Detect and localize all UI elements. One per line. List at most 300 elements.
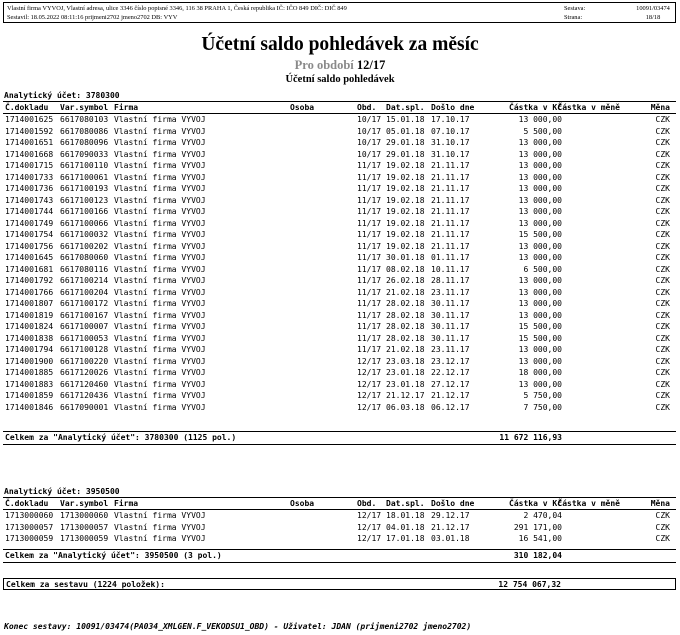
cell-obd: 11/17 — [357, 322, 382, 331]
cell-firma: Vlastní firma VYVOJ — [114, 184, 206, 193]
cell-mena: CZK — [655, 322, 670, 331]
cell-doslo: 22.12.17 — [431, 368, 470, 377]
cell-dat: 30.01.18 — [386, 253, 425, 262]
column-header-osoba: Osoba — [290, 499, 315, 508]
cell-obd: 11/17 — [357, 264, 382, 274]
cell-doslo: 21.11.17 — [431, 241, 470, 251]
column-header-firma: Firma — [114, 499, 139, 508]
cell-doc: 1714001754 — [5, 230, 54, 239]
cell-var: 6617100166 — [60, 207, 109, 216]
report-title: Účetní saldo pohledávek za měsíc — [201, 34, 479, 55]
column-header-dat: Dat.spl. — [386, 499, 425, 508]
table-row — [3, 522, 676, 534]
cell-doslo: 29.12.17 — [431, 511, 470, 520]
table-row — [3, 229, 676, 241]
cell-doslo: 01.11.17 — [431, 253, 470, 262]
cell-doc: 1714001625 — [5, 115, 54, 124]
column-header-doc: Č.dokladu — [5, 103, 49, 112]
period-value: 12/17 — [356, 58, 386, 72]
cell-var: 1713000059 — [60, 534, 109, 543]
grand-total-row — [3, 578, 676, 590]
cell-var: 6617120026 — [60, 368, 109, 377]
column-header-firma: Firma — [114, 103, 139, 112]
cell-obd: 11/17 — [357, 333, 382, 343]
cell-var: 6617080116 — [60, 264, 109, 274]
cell-doslo: 30.11.17 — [431, 333, 470, 343]
column-header-dat: Dat.spl. — [386, 103, 425, 112]
cell-mena: CZK — [655, 391, 670, 400]
cell-doc: 1714001883 — [5, 379, 54, 389]
cell-firma: Vlastní firma VYVOJ — [114, 276, 206, 285]
cell-doc: 1713000057 — [5, 522, 54, 532]
column-header-obd: Obd. — [357, 103, 377, 112]
cell-amt: 13 000,00 — [518, 218, 562, 228]
column-header-doslo: Došlo dne — [431, 103, 475, 112]
cell-firma: Vlastní firma VYVOJ — [114, 333, 206, 343]
cell-doc: 1714001651 — [5, 138, 54, 147]
cell-var: 6617100007 — [60, 322, 109, 331]
cell-doc: 1714001807 — [5, 299, 54, 308]
table-row — [3, 310, 676, 322]
table-row — [3, 172, 676, 184]
cell-obd: 12/17 — [357, 402, 382, 412]
cell-var: 6617100066 — [60, 218, 109, 228]
cell-obd: 11/17 — [357, 218, 382, 228]
cell-dat: 15.01.18 — [386, 115, 425, 124]
cell-dat: 18.01.18 — [386, 511, 425, 520]
cell-obd: 11/17 — [357, 276, 382, 285]
cell-mena: CZK — [655, 138, 670, 147]
cell-var: 6617100053 — [60, 333, 109, 343]
cell-dat: 21.02.18 — [386, 345, 425, 354]
cell-firma: Vlastní firma VYVOJ — [114, 345, 206, 354]
cell-mena: CZK — [655, 345, 670, 354]
table-row — [3, 114, 676, 126]
table-row — [3, 533, 676, 545]
report-header-box — [3, 2, 676, 23]
cell-mena: CZK — [655, 310, 670, 320]
cell-firma: Vlastní firma VYVOJ — [114, 253, 206, 262]
cell-mena: CZK — [655, 402, 670, 412]
ledger-table — [3, 101, 676, 413]
cell-amt: 7 750,00 — [523, 402, 562, 412]
cell-firma: Vlastní firma VYVOJ — [114, 115, 206, 124]
cell-mena: CZK — [655, 149, 670, 159]
column-header-amtm: Částka v měně — [557, 103, 620, 112]
cell-obd: 11/17 — [357, 172, 382, 182]
cell-doc: 1714001824 — [5, 322, 54, 331]
table-row — [3, 287, 676, 299]
cell-doslo: 23.11.17 — [431, 345, 470, 354]
cell-dat: 19.02.18 — [386, 172, 425, 182]
cell-var: 6617090033 — [60, 149, 109, 159]
cell-doc: 1713000059 — [5, 534, 54, 543]
cell-doc: 1714001846 — [5, 402, 54, 412]
column-header-doc: Č.dokladu — [5, 499, 49, 508]
cell-mena: CZK — [655, 184, 670, 193]
cell-doc: 1714001838 — [5, 333, 54, 343]
cell-doc: 1714001592 — [5, 126, 54, 136]
cell-amt: 5 750,00 — [523, 391, 562, 400]
cell-doc: 1714001766 — [5, 287, 54, 297]
cell-amt: 291 171,00 — [513, 522, 562, 532]
cell-doslo: 30.11.17 — [431, 310, 470, 320]
cell-doc: 1714001859 — [5, 391, 54, 400]
cell-doc: 1714001885 — [5, 368, 54, 377]
cell-amt: 13 000,00 — [518, 207, 562, 216]
cell-doc: 1714001668 — [5, 149, 54, 159]
cell-obd: 10/17 — [357, 138, 382, 147]
cell-obd: 12/17 — [357, 522, 382, 532]
cell-amt: 13 000,00 — [518, 356, 562, 366]
cell-doslo: 21.11.17 — [431, 161, 470, 170]
table-row — [3, 356, 676, 368]
cell-obd: 11/17 — [357, 253, 382, 262]
cell-firma: Vlastní firma VYVOJ — [114, 299, 206, 308]
cell-doc: 1714001749 — [5, 218, 54, 228]
cell-mena: CZK — [655, 253, 670, 262]
cell-firma: Vlastní firma VYVOJ — [114, 310, 206, 320]
cell-dat: 19.02.18 — [386, 195, 425, 205]
cell-obd: 12/17 — [357, 379, 382, 389]
cell-mena: CZK — [655, 333, 670, 343]
sestava-label: Sestava: — [564, 5, 586, 12]
cell-obd: 11/17 — [357, 241, 382, 251]
cell-doslo: 21.11.17 — [431, 230, 470, 239]
cell-dat: 23.01.18 — [386, 379, 425, 389]
cell-doslo: 03.01.18 — [431, 534, 470, 543]
cell-dat: 23.03.18 — [386, 356, 425, 366]
cell-firma: Vlastní firma VYVOJ — [114, 511, 206, 520]
report-footer: Konec sestavy: 10091/03474(PA034_XMLGEN.F_VEKODSU1_OBD) - Uživatel: JDAN (prijmeni2702 jmeno2702) — [4, 622, 472, 631]
cell-mena: CZK — [655, 161, 670, 170]
cell-amt: 13 000,00 — [518, 115, 562, 124]
cell-firma: Vlastní firma VYVOJ — [114, 287, 206, 297]
cell-mena: CZK — [655, 299, 670, 308]
cell-amt: 6 500,00 — [523, 264, 562, 274]
cell-dat: 21.02.18 — [386, 287, 425, 297]
cell-firma: Vlastní firma VYVOJ — [114, 379, 206, 389]
cell-amt: 15 500,00 — [518, 230, 562, 239]
cell-dat: 23.01.18 — [386, 368, 425, 377]
grand-total-value: 12 754 067,32 — [498, 580, 561, 589]
cell-obd: 10/17 — [357, 149, 382, 159]
table-row — [3, 241, 676, 253]
cell-amt: 13 000,00 — [518, 299, 562, 308]
cell-firma: Vlastní firma VYVOJ — [114, 241, 206, 251]
cell-doc: 1714001736 — [5, 184, 54, 193]
table-row — [3, 344, 676, 356]
table-row — [3, 195, 676, 207]
cell-amt: 13 000,00 — [518, 149, 562, 159]
cell-amt: 13 000,00 — [518, 379, 562, 389]
cell-doslo: 10.11.17 — [431, 264, 470, 274]
cell-mena: CZK — [655, 218, 670, 228]
cell-var: 6617100172 — [60, 299, 109, 308]
cell-doslo: 21.11.17 — [431, 184, 470, 193]
cell-doslo: 31.10.17 — [431, 149, 470, 159]
table-row — [3, 367, 676, 379]
cell-obd: 12/17 — [357, 368, 382, 377]
cell-obd: 11/17 — [357, 310, 382, 320]
cell-amt: 16 541,00 — [518, 534, 562, 543]
cell-var: 6617100193 — [60, 184, 109, 193]
table-header — [3, 102, 676, 114]
cell-doslo: 21.11.17 — [431, 207, 470, 216]
cell-firma: Vlastní firma VYVOJ — [114, 368, 206, 377]
cell-doc: 1714001792 — [5, 276, 54, 285]
table-row — [3, 183, 676, 195]
cell-var: 6617100032 — [60, 230, 109, 239]
cell-dat: 28.02.18 — [386, 333, 425, 343]
cell-doc: 1714001733 — [5, 172, 54, 182]
section-total-row — [3, 549, 676, 563]
cell-var: 6617100202 — [60, 241, 109, 251]
cell-amt: 13 000,00 — [518, 161, 562, 170]
cell-obd: 11/17 — [357, 287, 382, 297]
table-row — [3, 333, 676, 345]
cell-doslo: 21.12.17 — [431, 522, 470, 532]
column-header-amt: Částka v Kč — [509, 103, 562, 112]
cell-dat: 06.03.18 — [386, 402, 425, 412]
section-total-label: Celkem za "Analytický účet": 3780300 (1125 pol.) — [5, 433, 237, 442]
cell-doslo: 21.11.17 — [431, 172, 470, 182]
cell-doc: 1714001794 — [5, 345, 54, 354]
cell-doslo: 23.12.17 — [431, 356, 470, 366]
cell-dat: 19.02.18 — [386, 218, 425, 228]
cell-amt: 13 000,00 — [518, 310, 562, 320]
cell-firma: Vlastní firma VYVOJ — [114, 218, 206, 228]
table-header — [3, 498, 676, 510]
cell-dat: 28.02.18 — [386, 299, 425, 308]
cell-mena: CZK — [655, 356, 670, 366]
cell-mena: CZK — [655, 534, 670, 543]
author-line: Sestavil: 18.05.2022 08:11:16 prijmeni2702 jmeno2702 DB: VYV — [7, 14, 178, 21]
cell-dat: 19.02.18 — [386, 207, 425, 216]
table-row — [3, 390, 676, 402]
cell-var: 6617100061 — [60, 172, 109, 182]
cell-mena: CZK — [655, 241, 670, 251]
cell-obd: 12/17 — [357, 391, 382, 400]
cell-firma: Vlastní firma VYVOJ — [114, 230, 206, 239]
section-total-value: 11 672 116,93 — [499, 433, 562, 442]
table-row — [3, 275, 676, 287]
cell-var: 6617080103 — [60, 115, 109, 124]
cell-dat: 19.02.18 — [386, 241, 425, 251]
cell-dat: 29.01.18 — [386, 149, 425, 159]
cell-firma: Vlastní firma VYVOJ — [114, 522, 206, 532]
column-header-amtm: Částka v měně — [557, 499, 620, 508]
column-header-obd: Obd. — [357, 499, 377, 508]
report-period — [0, 57, 680, 73]
cell-dat: 04.01.18 — [386, 522, 425, 532]
section-total-row — [3, 431, 676, 445]
table-row — [3, 126, 676, 138]
table-row — [3, 402, 676, 414]
table-row — [3, 264, 676, 276]
cell-obd: 10/17 — [357, 126, 382, 136]
cell-amt: 13 000,00 — [518, 195, 562, 205]
report-subtitle: Účetní saldo pohledávek — [285, 74, 395, 85]
sestava-value: 10091/03474 — [636, 5, 670, 12]
cell-obd: 11/17 — [357, 207, 382, 216]
table-row — [3, 206, 676, 218]
cell-firma: Vlastní firma VYVOJ — [114, 264, 206, 274]
period-label: Pro období — [294, 58, 354, 72]
cell-dat: 08.02.18 — [386, 264, 425, 274]
cell-obd: 11/17 — [357, 299, 382, 308]
cell-mena: CZK — [655, 126, 670, 136]
cell-amt: 13 000,00 — [518, 276, 562, 285]
table-row — [3, 149, 676, 161]
cell-mena: CZK — [655, 379, 670, 389]
cell-obd: 11/17 — [357, 230, 382, 239]
cell-doc: 1714001645 — [5, 253, 54, 262]
column-header-mena: Měna — [650, 499, 670, 508]
cell-var: 6617100128 — [60, 345, 109, 354]
cell-doslo: 21.12.17 — [431, 391, 470, 400]
cell-doc: 1714001756 — [5, 241, 54, 251]
cell-amt: 13 000,00 — [518, 172, 562, 182]
strana-value: 18/18 — [645, 14, 661, 21]
cell-var: 1713000057 — [60, 522, 109, 532]
table-row — [3, 252, 676, 264]
column-header-var: Var.symbol — [60, 499, 109, 508]
ledger-table — [3, 497, 676, 545]
cell-doslo: 17.10.17 — [431, 115, 470, 124]
cell-amt: 13 000,00 — [518, 241, 562, 251]
cell-doslo: 31.10.17 — [431, 138, 470, 147]
cell-var: 6617100214 — [60, 276, 109, 285]
cell-doc: 1714001819 — [5, 310, 54, 320]
section-total-label: Celkem za "Analytický účet": 3950500 (3 pol.) — [5, 551, 222, 560]
cell-var: 6617080096 — [60, 138, 109, 147]
column-header-mena: Měna — [650, 103, 670, 112]
cell-doslo: 27.12.17 — [431, 379, 470, 389]
cell-doslo: 28.11.17 — [431, 276, 470, 285]
cell-var: 6617100110 — [60, 161, 109, 170]
cell-firma: Vlastní firma VYVOJ — [114, 138, 206, 147]
cell-firma: Vlastní firma VYVOJ — [114, 534, 206, 543]
cell-mena: CZK — [655, 172, 670, 182]
cell-dat: 28.02.18 — [386, 322, 425, 331]
cell-dat: 05.01.18 — [386, 126, 425, 136]
cell-amt: 13 000,00 — [518, 287, 562, 297]
cell-amt: 18 000,00 — [518, 368, 562, 377]
cell-firma: Vlastní firma VYVOJ — [114, 356, 206, 366]
grand-total-label: Celkem za sestavu (1224 položek): — [6, 580, 165, 589]
company-line: Vlastní firma VYVOJ, Vlastní adresa, ulice 3346 číslo popisné 3346, 116 38 PRAHA 1, Česká republika IČ: IČO 849 DIČ: DIČ 849 — [7, 5, 347, 12]
cell-var: 6617120460 — [60, 379, 109, 389]
table-row — [3, 321, 676, 333]
cell-firma: Vlastní firma VYVOJ — [114, 322, 206, 331]
cell-amt: 15 500,00 — [518, 333, 562, 343]
cell-amt: 13 000,00 — [518, 253, 562, 262]
cell-var: 6617100123 — [60, 195, 109, 205]
cell-firma: Vlastní firma VYVOJ — [114, 172, 206, 182]
cell-amt: 13 000,00 — [518, 345, 562, 354]
cell-var: 6617090001 — [60, 402, 109, 412]
cell-dat: 29.01.18 — [386, 138, 425, 147]
cell-dat: 26.02.18 — [386, 276, 425, 285]
cell-obd: 11/17 — [357, 195, 382, 205]
cell-doc: 1714001715 — [5, 161, 54, 170]
column-header-doslo: Došlo dne — [431, 499, 475, 508]
cell-obd: 12/17 — [357, 356, 382, 366]
cell-doc: 1714001681 — [5, 264, 54, 274]
cell-dat: 19.02.18 — [386, 161, 425, 170]
cell-firma: Vlastní firma VYVOJ — [114, 207, 206, 216]
cell-var: 1713000060 — [60, 511, 109, 520]
cell-doslo: 30.11.17 — [431, 322, 470, 331]
cell-dat: 21.12.17 — [386, 391, 425, 400]
cell-firma: Vlastní firma VYVOJ — [114, 195, 206, 205]
cell-doslo: 06.12.17 — [431, 402, 470, 412]
cell-obd: 11/17 — [357, 161, 382, 170]
cell-obd: 12/17 — [357, 511, 382, 520]
cell-doc: 1714001743 — [5, 195, 54, 205]
cell-mena: CZK — [655, 287, 670, 297]
cell-dat: 28.02.18 — [386, 310, 425, 320]
cell-obd: 10/17 — [357, 115, 382, 124]
cell-obd: 11/17 — [357, 345, 382, 354]
cell-amt: 15 500,00 — [518, 322, 562, 331]
cell-dat: 19.02.18 — [386, 184, 425, 193]
cell-mena: CZK — [655, 264, 670, 274]
column-header-amt: Částka v Kč — [509, 499, 562, 508]
cell-doslo: 21.11.17 — [431, 218, 470, 228]
cell-mena: CZK — [655, 368, 670, 377]
cell-var: 6617100204 — [60, 287, 109, 297]
cell-obd: 11/17 — [357, 184, 382, 193]
cell-firma: Vlastní firma VYVOJ — [114, 402, 206, 412]
cell-var: 6617100167 — [60, 310, 109, 320]
column-header-var: Var.symbol — [60, 103, 109, 112]
cell-amt: 5 500,00 — [523, 126, 562, 136]
cell-mena: CZK — [655, 230, 670, 239]
cell-var: 6617080060 — [60, 253, 109, 262]
cell-firma: Vlastní firma VYVOJ — [114, 391, 206, 400]
section-total-value: 310 182,04 — [513, 551, 562, 560]
cell-firma: Vlastní firma VYVOJ — [114, 149, 206, 159]
cell-obd: 12/17 — [357, 534, 382, 543]
cell-mena: CZK — [655, 207, 670, 216]
cell-var: 6617120436 — [60, 391, 109, 400]
cell-dat: 17.01.18 — [386, 534, 425, 543]
cell-doc: 1713000060 — [5, 511, 54, 520]
cell-mena: CZK — [655, 522, 670, 532]
table-row — [3, 218, 676, 230]
table-row — [3, 510, 676, 522]
account-heading: Analytický účet: 3780300 — [4, 91, 120, 100]
table-row — [3, 160, 676, 172]
cell-var: 6617100220 — [60, 356, 109, 366]
cell-var: 6617080086 — [60, 126, 109, 136]
cell-mena: CZK — [655, 195, 670, 205]
table-row — [3, 137, 676, 149]
cell-mena: CZK — [655, 511, 670, 520]
report-meta — [564, 4, 674, 22]
cell-doslo: 21.11.17 — [431, 195, 470, 205]
table-row — [3, 298, 676, 310]
column-header-osoba: Osoba — [290, 103, 315, 112]
cell-firma: Vlastní firma VYVOJ — [114, 161, 206, 170]
strana-label: Strana: — [564, 14, 583, 21]
cell-doslo: 30.11.17 — [431, 299, 470, 308]
cell-amt: 13 000,00 — [518, 138, 562, 147]
cell-doslo: 07.10.17 — [431, 126, 470, 136]
account-heading: Analytický účet: 3950500 — [4, 487, 120, 496]
